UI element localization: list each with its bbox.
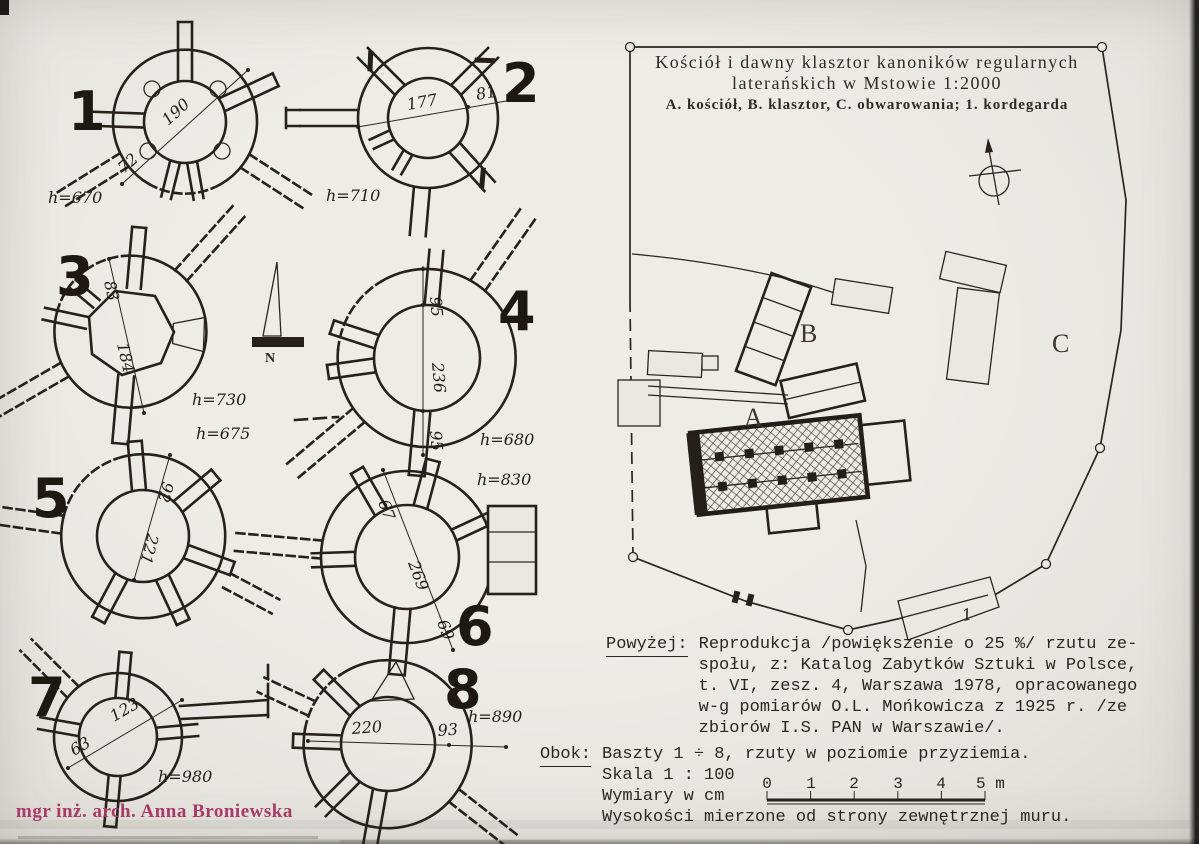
note-above-text [699,634,1138,739]
tower-2-dim-diameter: 177 [405,89,439,114]
north-arrow-label: N [264,351,276,366]
tower-1-plan [48,22,315,210]
tower-4-plan [287,209,535,477]
tower-8-plan [258,658,523,844]
tower-6-plan [235,459,536,676]
site-plan [618,43,1126,641]
author-signature: mgr inż. arch. Anna Broniewska [16,801,293,822]
tower-2-plan [286,47,540,236]
note-beside-line-3: Wymiary w cm [602,787,725,806]
tower-4-dim-wall-top: 95 [426,295,447,318]
tower-8-number: 8 [444,658,482,721]
scan-streak [0,820,1199,829]
note-beside-line-4: Wysokości mierzone od strony zewnętrznej muru. [602,808,1072,827]
walls-label: C [1052,329,1070,358]
tower-2-dim-wall: 81 [474,81,498,104]
scan-smudge [340,840,560,843]
note-above-line: Reprodukcja /powiększenie o 25 %/ rzutu ze- [698,635,1138,654]
scan-smudge [18,836,318,839]
tower-7-number: 7 [28,666,66,729]
site-plan-east-range [780,364,865,419]
tower-6-number: 6 [456,595,494,658]
tower-3-height: h=730 [192,390,247,409]
tower-5-dim-diameter: 221 [136,531,163,567]
tower-3-plan [0,204,250,444]
scale-end-label: 5 m [976,775,1005,793]
note-above-line: t. VI, zesz. 4, Warszawa 1978, opracowanego [698,677,1138,696]
tower-5-dim-wall: 92 [153,479,178,505]
tower-6-height: h=830 [477,470,532,489]
guardhouse-label: 1 [960,604,974,625]
tower-4-height: h=680 [480,430,535,449]
tower-8-height: h=890 [468,707,523,726]
north-arrow-icon [252,262,304,366]
tower-3-dim-wall: 83 [100,278,124,303]
note-beside-line-2: Skala 1 : 100 [602,766,735,785]
tower-6-dim-wall-bottom: 69 [433,616,459,643]
note-beside-line-1: Baszty 1 ÷ 8, rzuty w poziomie przyziemia. [602,745,1031,764]
title-line-2: laterańskich w Mstowie 1:2000 [732,73,1002,93]
compass-icon [969,138,1021,205]
tower-7-height: h=980 [158,767,213,786]
tower-1-number: 1 [68,80,106,143]
tower-3-dim-diameter: 184 [113,340,139,375]
tower-5-number: 5 [32,467,70,530]
tower-1-dim-diameter: 190 [157,94,194,129]
tower-8-dim-wall: 93 [436,719,459,740]
note-beside-text [602,744,1071,828]
scale-tick-2: 2 [849,775,859,793]
tower-1-height: h=670 [48,188,103,207]
tower-7-dim-wall: 63 [66,732,94,760]
scale-tick-1: 1 [806,775,816,793]
tower-6-dim-diameter: 269 [404,557,433,594]
tower-4-dim-diameter: 236 [428,361,450,394]
title-legend: A. kościół, B. klasztor, C. obwarowania; 1. kordegarda [665,97,1069,113]
note-beside [540,744,1071,828]
monastery-label: B [800,319,818,348]
tower-8-dim-diameter: 220 [350,716,383,738]
tower-5-height: h=675 [196,424,251,443]
tower-4-dim-wall-bottom: 95 [426,429,447,452]
site-plan-title [637,52,1097,114]
tower-2-number: 2 [502,52,540,115]
scale-tick-3: 3 [893,775,903,793]
note-above-line: w-g pomiarów O.L. Mońkowicza z 1925 r. /ze [698,698,1128,717]
tower-1-dim-wall: 72 [113,149,142,177]
scale-tick-0: 0 [762,775,772,793]
note-above-line: społu, z: Katalog Zabytków Sztuki w Polsce, [698,656,1138,675]
note-above [606,634,1137,739]
scan-edge-right [1189,0,1199,844]
church-label: A [744,403,763,432]
tower-2-height: h=710 [326,186,381,205]
tower-6-dim-wall-top: 67 [374,496,400,523]
note-above-label: Powyżej: [606,634,688,657]
note-above-line: zbiorów I.S. PAN w Warszawie/. [698,719,1005,738]
tower-7-dim-diameter: 123 [106,693,143,726]
note-beside-label: Obok: [540,744,591,767]
site-plan-church [686,411,914,541]
scale-tick-4: 4 [936,775,946,793]
scan-corner-mark [0,0,9,15]
tower-4-number: 4 [498,280,536,343]
tower-3-number: 3 [56,245,94,308]
title-line-1: Kościół i dawny klasztor kanoników regularnych [655,52,1079,72]
tower-7-plan [20,639,268,827]
